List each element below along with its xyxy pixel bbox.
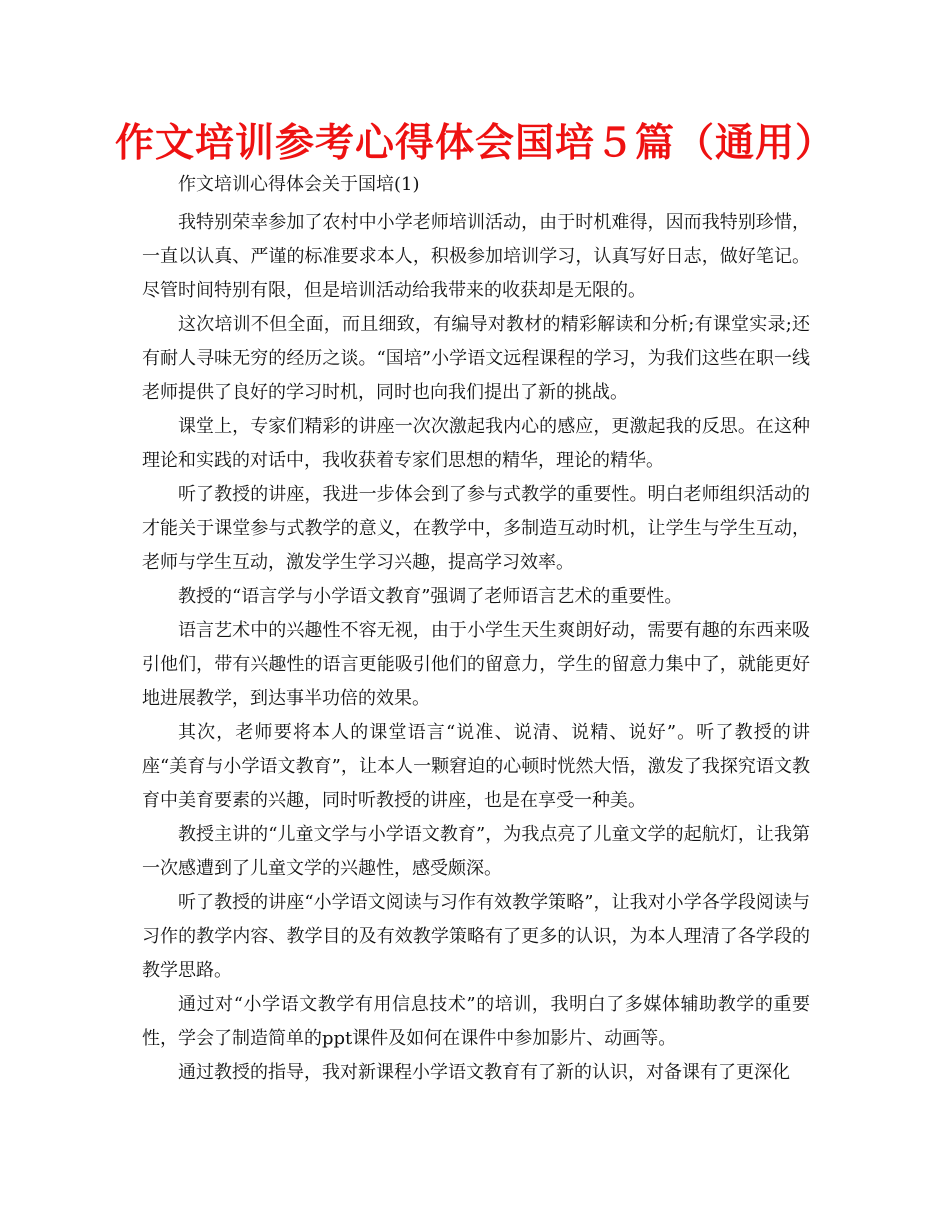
- paragraph: 其次，老师要将本人的课堂语言“说准、说清、说精、说好”。听了教授的讲座“美育与小学语文教育”，让本人一颗窘迫的心顿时恍然大悟，激发了我探究语文教育中美育要素的兴趣，同时听教授的讲座，也是在享受一种美。: [142, 722, 810, 811]
- paragraph: 通过对“小学语文教学有用信息技术”的培训，我明白了多媒体辅助教学的重要性，学会了制造简单的ppt课件及如何在课件中参加影片、动画等。: [142, 994, 810, 1049]
- paragraph: 教授的“语言学与小学语文教育”强调了老师语言艺术的重要性。: [178, 586, 683, 607]
- paragraph: 听了教授的讲座，我进一步体会到了参与式教学的重要性。明白老师组织活动的才能关于课堂参与式教学的意义，在教学中，多制造互动时机，让学生与学生互动，老师与学生互动，激发学生学习兴趣，提高学习效率。: [142, 484, 810, 573]
- paragraph: 这次培训不但全面，而且细致，有编导对教材的精彩解读和分析;有课堂实录;还有耐人寻味无穷的经历之谈。“国培”小学语文远程课程的学习，为我们这些在职一线老师提供了良好的学习时机，同时也向我们提出了新的挑战。: [142, 314, 810, 403]
- paragraph: 教授主讲的“儿童文学与小学语文教育”，为我点亮了儿童文学的起航灯，让我第一次感遭到了儿童文学的兴趣性，感受颇深。: [142, 824, 810, 879]
- paragraph: 语言艺术中的兴趣性不容无视，由于小学生天生爽朗好动，需要有趣的东西来吸引他们，带有兴趣性的语言更能吸引他们的留意力，学生的留意力集中了，就能更好地进展教学，到达事半功倍的效果。: [142, 620, 810, 709]
- paragraph: 我特别荣幸参加了农村中小学老师培训活动，由于时机难得，因而我特别珍惜，一直以认真、严谨的标准要求本人，积极参加培训学习，认真写好日志，做好笔记。尽管时间特别有限，但是培训活动给我带来的收获却是无限的。: [142, 212, 810, 301]
- section-subtitle: 作文培训心得体会关于国培(1): [178, 174, 420, 195]
- paragraph: 通过教授的指导，我对新课程小学语文教育有了新的认识，对备课有了更深化: [178, 1062, 790, 1083]
- document-body: [142, 168, 810, 1090]
- document-title: 作文培训参考心得体会国培５篇（通用）: [114, 120, 835, 166]
- paragraph: 课堂上，专家们精彩的讲座一次次激起我内心的感应，更激起我的反思。在这种理论和实践的对话中，我收获着专家们思想的精华，理论的精华。: [142, 416, 810, 471]
- paragraph: 听了教授的讲座“小学语文阅读与习作有效教学策略”，让我对小学各学段阅读与习作的教学内容、教学目的及有效教学策略有了更多的认识，为本人理清了各学段的教学思路。: [142, 892, 810, 981]
